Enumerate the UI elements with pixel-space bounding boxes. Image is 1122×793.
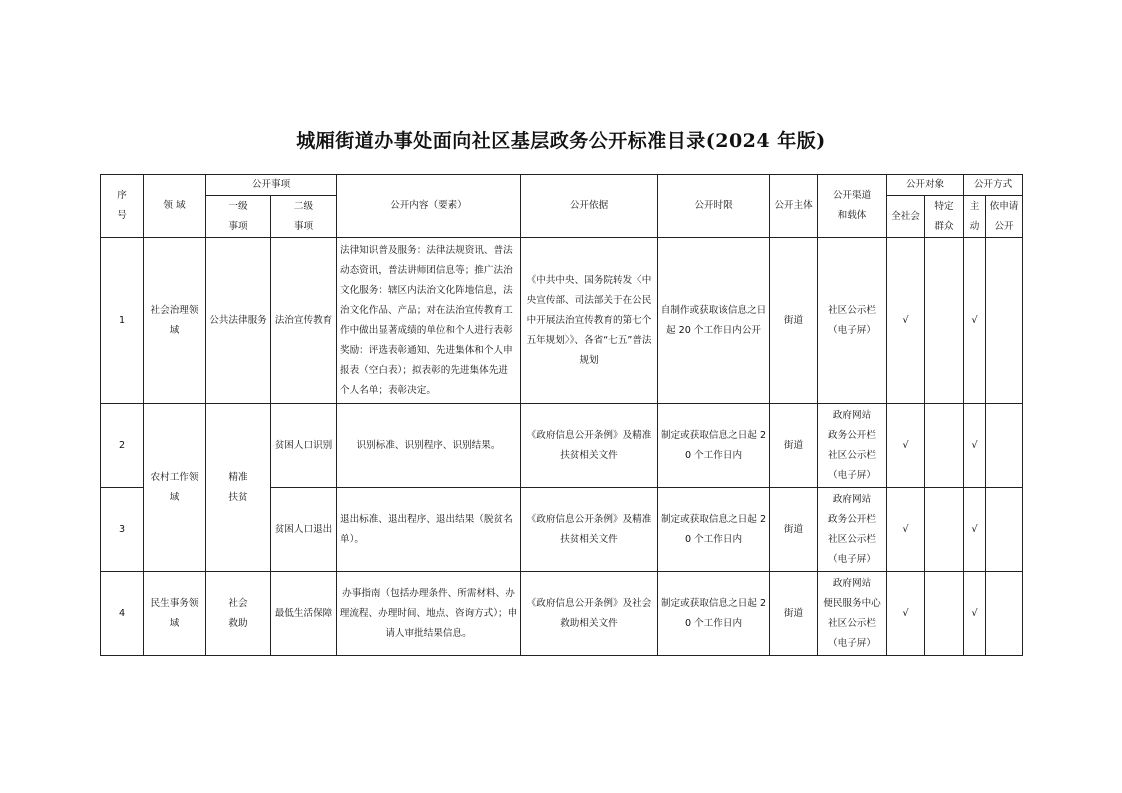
cell-subject: 街道	[770, 572, 818, 656]
header-audience-group: 公开对象	[887, 175, 964, 196]
cell-content: 办事指南（包括办理条件、所需材料、办理流程、办理时间、地点、咨询方式）；申请人审批结果信息。	[337, 572, 521, 656]
cell-specific-group	[925, 572, 964, 656]
cell-level2: 贫困人口识别	[271, 404, 337, 488]
cell-content: 退出标准、退出程序、退出结果（脱贫名单）。	[337, 488, 521, 572]
cell-all-society: √	[887, 572, 925, 656]
cell-basis: 《政府信息公开条例》及精准扶贫相关文件	[521, 404, 658, 488]
cell-time-limit: 制定或获取信息之日起 20 个工作日内	[658, 572, 770, 656]
table-row	[101, 404, 1023, 488]
cell-active: √	[964, 404, 986, 488]
cell-specific-group	[925, 238, 964, 404]
page-title: 城厢街道办事处面向社区基层政务公开标准目录(2024 年版)	[296, 130, 826, 152]
cell-subject: 街道	[770, 488, 818, 572]
header-specific-group: 特定 群众	[925, 196, 964, 238]
header-method-group: 公开方式	[964, 175, 1023, 196]
cell-level2: 法治宣传教育	[271, 238, 337, 404]
header-row	[101, 175, 1023, 196]
cell-all-society: √	[887, 238, 925, 404]
cell-specific-group	[925, 488, 964, 572]
cell-seq: 3	[101, 488, 144, 572]
cell-on-request	[986, 572, 1023, 656]
header-all-society: 全社会	[887, 196, 925, 238]
header-subject: 公开主体	[770, 175, 818, 238]
cell-domain: 社会治理领域	[144, 238, 206, 404]
cell-domain-merged: 农村工作领域	[144, 404, 206, 572]
cell-level2: 贫困人口退出	[271, 488, 337, 572]
cell-level2: 最低生活保障	[271, 572, 337, 656]
header-domain: 领 域	[144, 175, 206, 238]
cell-subject: 街道	[770, 238, 818, 404]
cell-basis: 《中共中央、国务院转发〈中央宣传部、司法部关于在公民中开展法治宣传教育的第七个五年规划〉》、各省“七五”普法规划	[521, 238, 658, 404]
cell-active: √	[964, 238, 986, 404]
cell-subject: 街道	[770, 404, 818, 488]
cell-seq: 1	[101, 238, 144, 404]
cell-seq: 4	[101, 572, 144, 656]
cell-active: √	[964, 488, 986, 572]
header-on-request: 依申请 公开	[986, 196, 1023, 238]
catalog-table	[100, 174, 1023, 656]
cell-all-society: √	[887, 404, 925, 488]
header-active: 主 动	[964, 196, 986, 238]
cell-basis: 《政府信息公开条例》及社会救助相关文件	[521, 572, 658, 656]
cell-level1: 社会 救助	[206, 572, 271, 656]
cell-channel: 政府网站 政务公开栏 社区公示栏 （电子屏）	[818, 404, 887, 488]
header-channel: 公开渠道 和载体	[818, 175, 887, 238]
cell-specific-group	[925, 404, 964, 488]
cell-on-request	[986, 488, 1023, 572]
cell-level1: 公共法律服务	[206, 238, 271, 404]
cell-seq: 2	[101, 404, 144, 488]
cell-channel: 政府网站 便民服务中心 社区公示栏 （电子屏）	[818, 572, 887, 656]
cell-basis: 《政府信息公开条例》及精准扶贫相关文件	[521, 488, 658, 572]
cell-domain: 民生事务领域	[144, 572, 206, 656]
header-basis: 公开依据	[521, 175, 658, 238]
header-matter-group: 公开事项	[206, 175, 337, 196]
table-row	[101, 572, 1023, 656]
table-row	[101, 238, 1023, 404]
cell-channel: 社区公示栏 （电子屏）	[818, 238, 887, 404]
header-level1: 一级 事项	[206, 196, 271, 238]
header-level2: 二级 事项	[271, 196, 337, 238]
header-content: 公开内容（要素）	[337, 175, 521, 238]
cell-content: 法律知识普及服务：法律法规资讯、普法动态资讯，普法讲师团信息等；推广法治文化服务：辖区内法治文化阵地信息，法治文化作品、产品；对在法治宣传教育工作中做出显著成绩的单位和个人进行表彰奖励：评选表彰通知、先进集体和个人申报表（空白表）；拟表彰的先进集体先进个人名单；表彰决定。	[337, 238, 521, 404]
cell-time-limit: 制定或获取信息之日起 20 个工作日内	[658, 488, 770, 572]
cell-content: 识别标准、识别程序、识别结果。	[337, 404, 521, 488]
cell-on-request	[986, 404, 1023, 488]
cell-time-limit: 自制作或获取该信息之日起 20 个工作日内公开	[658, 238, 770, 404]
cell-on-request	[986, 238, 1023, 404]
header-time-limit: 公开时限	[658, 175, 770, 238]
cell-active: √	[964, 572, 986, 656]
header-seq: 序 号	[101, 175, 144, 238]
cell-all-society: √	[887, 488, 925, 572]
cell-channel: 政府网站 政务公开栏 社区公示栏 （电子屏）	[818, 488, 887, 572]
cell-time-limit: 制定或获取信息之日起 20 个工作日内	[658, 404, 770, 488]
cell-level1-merged: 精准 扶贫	[206, 404, 271, 572]
